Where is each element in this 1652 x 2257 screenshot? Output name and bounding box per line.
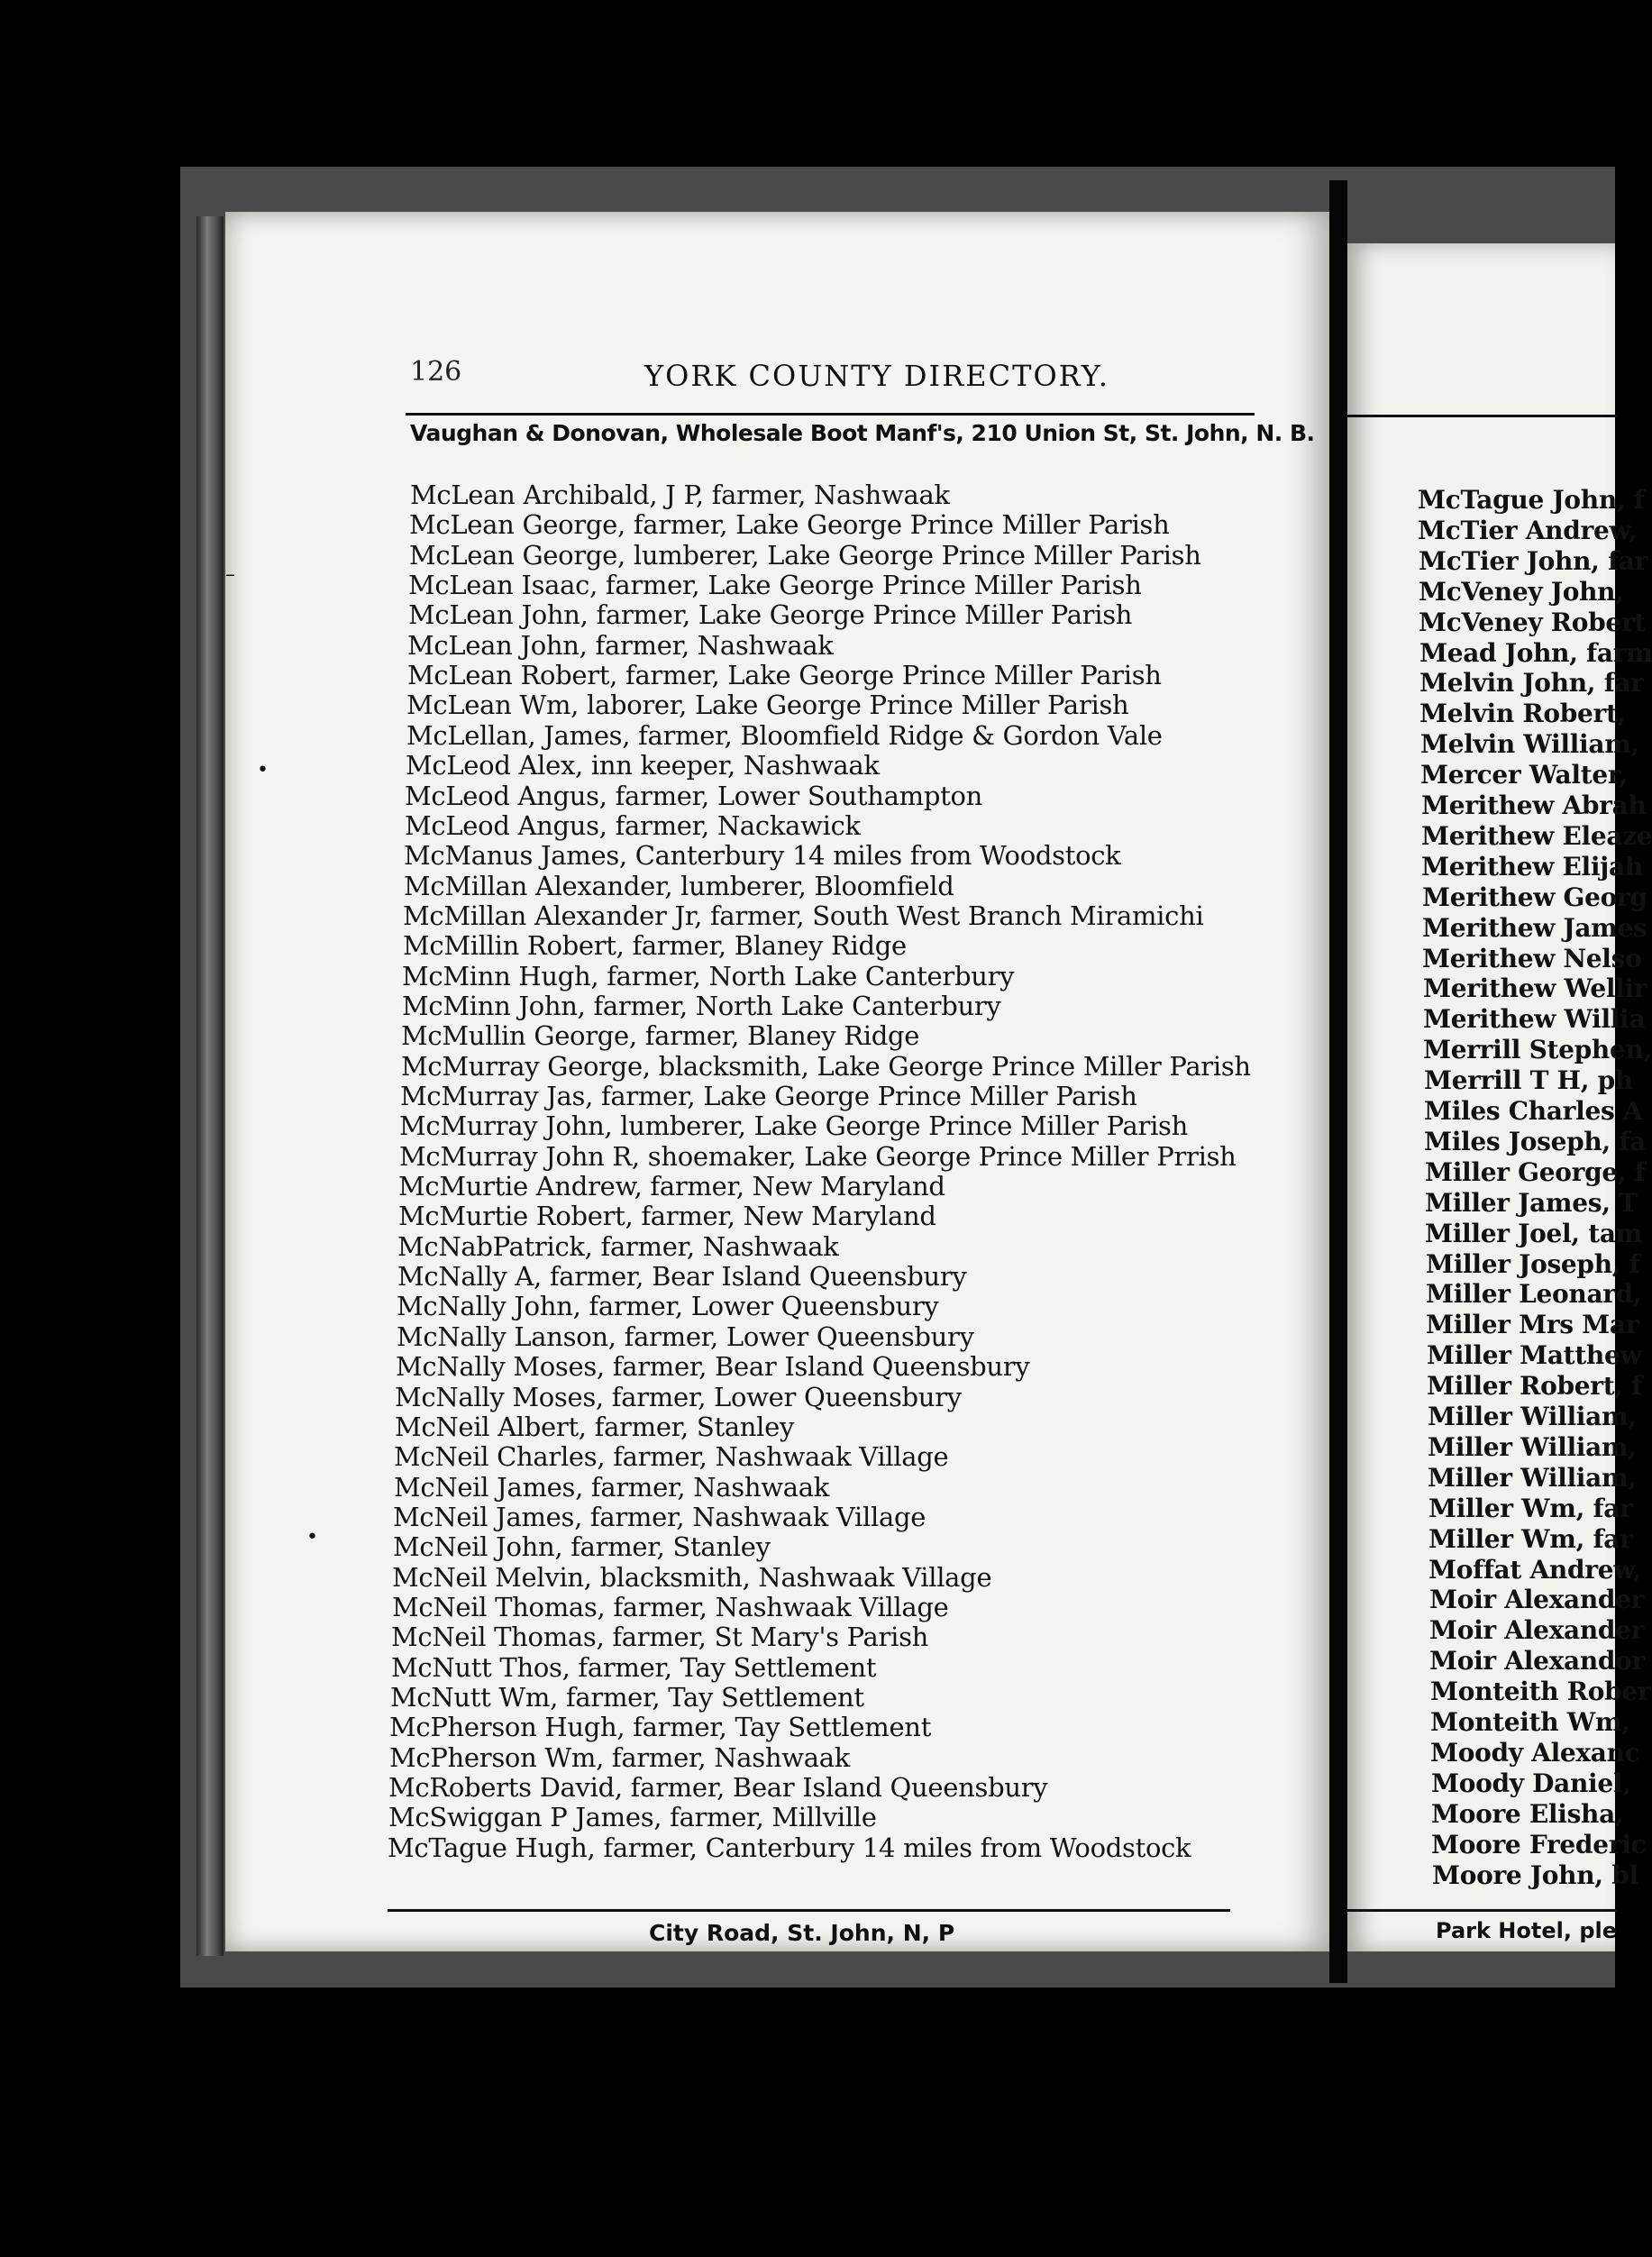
directory-entry: Merithew Wellir <box>1423 973 1647 1004</box>
directory-entry: McMurtie Andrew, farmer, New Maryland <box>398 1171 945 1202</box>
directory-entry: Miller Wm, far <box>1428 1523 1633 1554</box>
directory-entry: McNabPatrick, farmer, Nashwaak <box>397 1230 839 1262</box>
directory-entry: Miller Mrs Mar <box>1426 1310 1639 1340</box>
directory-entry: Miles Charles A <box>1424 1096 1643 1126</box>
directory-entry: McLean George, farmer, Lake George Prince Miller Parish <box>409 509 1170 541</box>
directory-entry: Melvin William, <box>1420 729 1639 760</box>
directory-entry: Melvin John, far <box>1419 668 1644 699</box>
directory-entry: McNally Lanson, farmer, Lower Queensbury <box>397 1320 974 1352</box>
page-title: YORK COUNTY DIRECTORY. <box>644 359 1109 393</box>
right-page <box>1347 243 1652 1951</box>
directory-entry: McMurray John, lumberer, Lake George Prince Miller Parish <box>399 1110 1189 1142</box>
directory-entry: McNutt Thos, farmer, Tay Settlement <box>391 1651 877 1683</box>
directory-entry: McNally Moses, farmer, Bear Island Queensbury <box>396 1351 1030 1383</box>
directory-entry: Merrill T H, ph <box>1424 1065 1633 1096</box>
book-gutter <box>1329 180 1347 1983</box>
right-advert-bottom: Park Hotel, ple <box>1436 1918 1617 1943</box>
directory-entry: Merithew Nelso <box>1422 943 1642 973</box>
directory-entry: Miller Joel, tam <box>1425 1218 1642 1248</box>
directory-entry: McLean Isaac, farmer, Lake George Prince Miller Parish <box>408 570 1142 601</box>
directory-entry: McMillin Robert, farmer, Blaney Ridge <box>403 930 907 962</box>
advert-top: Vaughan & Donovan, Wholesale Boot Manf's, 210 Union St, St. John, N. B. <box>410 420 1315 446</box>
directory-entry: McMinn Hugh, farmer, North Lake Canterbury <box>402 960 1015 991</box>
directory-entry: Miller George, f <box>1425 1156 1646 1187</box>
directory-entry: Moore Elisha, <box>1431 1798 1624 1829</box>
directory-entry: Moffat Andrew, <box>1428 1554 1642 1585</box>
right-footer-rule <box>1347 1909 1618 1912</box>
directory-entry: Moody Alexanc <box>1430 1737 1640 1768</box>
directory-entry: Merithew Elijah <box>1421 851 1643 882</box>
directory-entry: McNally A, farmer, Bear Island Queensbury <box>397 1261 967 1293</box>
directory-entry: McMurray John R, shoemaker, Lake George Prince Miller Prrish <box>399 1140 1237 1172</box>
directory-entry: McManus James, Canterbury 14 miles from Woodstock <box>404 840 1121 872</box>
directory-entry: McSwiggan P James, farmer, Millville <box>388 1802 877 1833</box>
directory-entry: McNeil James, farmer, Nashwaak <box>394 1471 829 1503</box>
directory-entry: Merithew Georg <box>1422 882 1647 912</box>
directory-entry: McLeod Alex, inn keeper, Nashwaak <box>406 750 880 781</box>
directory-entry: Miller Robert, f <box>1427 1371 1642 1402</box>
directory-entry: Miller Leonard, <box>1426 1279 1642 1310</box>
directory-entry: McLeod Angus, farmer, Nackawick <box>405 809 861 841</box>
directory-entry: McNeil Thomas, farmer, Nashwaak Village <box>392 1591 949 1622</box>
directory-entry: McLean Robert, farmer, Lake George Prince Miller Parish <box>407 660 1162 691</box>
directory-entry: McNally John, farmer, Lower Queensbury <box>397 1291 939 1322</box>
page-stack-edge <box>196 216 224 1956</box>
directory-entry: McMurtie Robert, farmer, New Maryland <box>398 1201 936 1232</box>
directory-entry: Moir Alexandor <box>1429 1646 1645 1677</box>
directory-entry: McTague John, f <box>1418 485 1645 515</box>
directory-entry: McLean George, lumberer, Lake George Prince Miller Parish <box>409 539 1201 571</box>
directory-entry: Miller Matthew <box>1427 1340 1642 1371</box>
directory-entry: McMurray George, blacksmith, Lake George Prince Miller Parish <box>401 1050 1251 1082</box>
directory-entry: Moir Alexander <box>1429 1615 1645 1646</box>
directory-entry: McNeil Melvin, blacksmith, Nashwaak Village <box>392 1561 992 1593</box>
directory-entry: Mead John, farm <box>1419 637 1652 668</box>
directory-entry: Merithew Abrah <box>1421 790 1647 820</box>
directory-entry: Moore John, bl <box>1432 1860 1638 1890</box>
directory-entry: Merrill Stephen, <box>1423 1035 1652 1065</box>
directory-entry: McMillan Alexander Jr, farmer, South West Branch Miramichi <box>403 900 1204 931</box>
header-rule <box>406 413 1255 416</box>
directory-entry: Merithew Eleaze <box>1421 820 1652 851</box>
directory-entry: McTier John, far <box>1419 545 1648 576</box>
directory-entry: Miles Joseph, fa <box>1424 1126 1646 1156</box>
margin-mark: • <box>306 1526 318 1549</box>
right-header-rule <box>1347 415 1618 417</box>
directory-entry: McMurray Jas, farmer, Lake George Prince Miller Parish <box>400 1081 1137 1111</box>
directory-entry: Mercer Walter, <box>1420 760 1628 790</box>
footer-rule <box>388 1909 1230 1912</box>
directory-entry: McLean Archibald, J P, farmer, Nashwaak <box>410 480 950 510</box>
directory-entry: McNally Moses, farmer, Lower Queensbury <box>395 1381 962 1412</box>
directory-entry: Monteith Wm, <box>1430 1707 1630 1737</box>
margin-mark: – <box>225 563 235 586</box>
directory-entry: McLean John, farmer, Lake George Prince Miller Parish <box>408 599 1133 631</box>
directory-entry: McTier Andrew, <box>1418 515 1638 545</box>
directory-entry: McRoberts David, farmer, Bear Island Queensbury <box>388 1772 1048 1804</box>
directory-entry: McTague Hugh, farmer, Canterbury 14 miles from Woodstock <box>388 1832 1191 1863</box>
directory-entry: Monteith Rober <box>1430 1677 1651 1707</box>
directory-entry: McMinn John, farmer, North Lake Canterbury <box>402 990 1001 1021</box>
directory-entry: McNeil Charles, farmer, Nashwaak Village <box>394 1441 949 1473</box>
directory-entry: Moody Daniel, <box>1431 1768 1631 1798</box>
directory-entry: McPherson Wm, farmer, Nashwaak <box>389 1741 850 1773</box>
directory-entry: McVeney John, <box>1419 576 1624 607</box>
directory-entry: McLean John, farmer, Nashwaak <box>407 629 834 661</box>
directory-entry: Miller Joseph, f <box>1426 1248 1640 1279</box>
directory-entry: McLeod Angus, farmer, Lower Southampton <box>405 780 982 811</box>
directory-entry: Miller William, <box>1428 1402 1637 1431</box>
directory-entry: Moir Alexander <box>1429 1585 1645 1615</box>
directory-entry: McPherson Hugh, farmer, Tay Settlement <box>389 1712 932 1743</box>
margin-mark: • <box>257 759 269 781</box>
directory-entry: McNeil James, farmer, Nashwaak Village <box>393 1501 926 1532</box>
directory-entry: McVeney Robert <box>1419 607 1647 637</box>
directory-entry: Melvin Robert, <box>1419 699 1627 729</box>
directory-entry: Moore Frederic <box>1431 1829 1647 1860</box>
directory-entry: McNutt Wm, farmer, Tay Settlement <box>390 1682 864 1713</box>
advert-bottom: City Road, St. John, N, P <box>649 1920 955 1946</box>
directory-entry: Merithew Willia <box>1423 1004 1646 1035</box>
directory-entry: Miller Wm, far <box>1428 1493 1633 1523</box>
page-number: 126 <box>410 356 462 388</box>
directory-entry: McLean Wm, laborer, Lake George Prince Miller Parish <box>406 690 1129 721</box>
directory-entry: McMullin George, farmer, Blaney Ridge <box>401 1020 920 1052</box>
directory-entry: Miller James, T <box>1425 1187 1638 1218</box>
directory-entry: McNeil Thomas, farmer, St Mary's Parish <box>391 1622 929 1653</box>
directory-entry: Miller William, <box>1428 1462 1637 1493</box>
directory-entry: McMillan Alexander, lumberer, Bloomfield <box>404 870 954 901</box>
directory-entry: McLellan, James, farmer, Bloomfield Ridge & Gordon Vale <box>406 719 1163 751</box>
directory-entry: McNeil John, farmer, Stanley <box>393 1531 771 1563</box>
directory-entry: Miller William, <box>1428 1431 1637 1462</box>
directory-entry: McNeil Albert, farmer, Stanley <box>395 1411 795 1442</box>
directory-entry: Merithew James <box>1422 912 1647 943</box>
